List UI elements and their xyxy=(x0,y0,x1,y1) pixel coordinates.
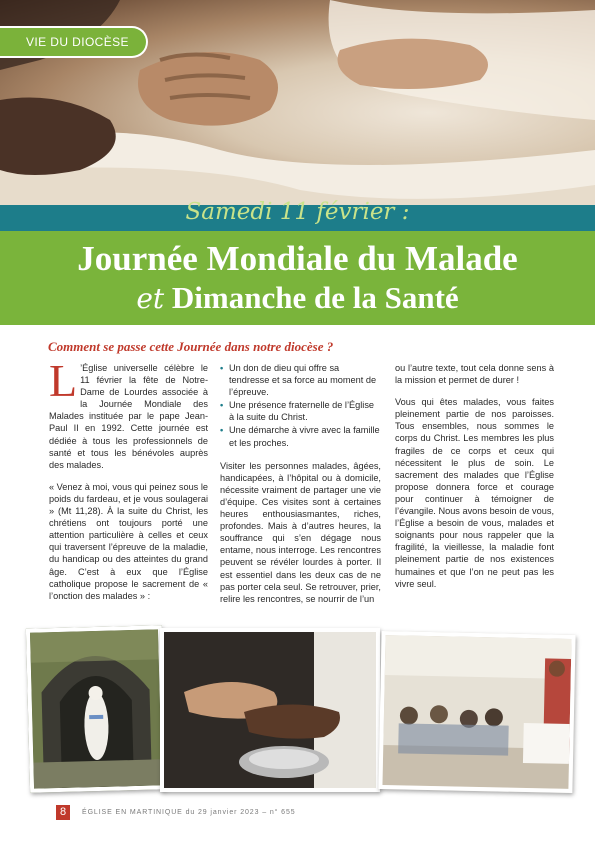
paragraph-text: ’Église universelle célèbre le 11 février la fête de Notre-Dame de Lourdes associée à la Journée Mondiale des Malades instituée par le pape Jean-Paul II en 1992. Cette journée est dédiée à tous les professionnels de santé et tous les bénévoles auprès des malades. xyxy=(49,363,208,470)
title-line-2-main: Dimanche de la Santé xyxy=(171,280,459,315)
article-column-3 xyxy=(395,362,554,600)
grotto-illustration xyxy=(30,629,162,788)
title-line-2 xyxy=(0,280,595,316)
page-number: 8 xyxy=(56,805,70,820)
paragraph: « Venez à moi, vous qui peinez sous le poids du fardeau, et je vous soulagerai » (Mt 11,28). À la suite du Christ, les chrétiens ont toujours porté une attention particulière à celles et ceux qui traversent l’épreuve de la maladie, du handicap ou des atteintes du grand âge. C’est à eux que l’Église catholique propose le sacrement de « l’onction des malades » : xyxy=(49,481,208,601)
drop-cap: L xyxy=(49,355,78,406)
photo-mass-elderly xyxy=(378,631,575,793)
photo-anointing-hands xyxy=(160,628,380,792)
mass-illustration xyxy=(382,635,571,789)
section-tag xyxy=(0,26,148,58)
article-column-1 xyxy=(49,355,208,612)
paragraph: Vous qui êtes malades, vous faites pleinement partie de nos paroisses. Tous ensembles, nous sommes le corps du Christ. Les membres les plus fragiles de ce corps et ceux qui nécessitent le plus de soin. Le sacrement des malades que l’Église propose donnera force et courage pour continuer à témoigner de l’évangile. Nous avons besoin de vous, l’Église a besoin de vous, malades et soignants pour nous rappeler que la fragilité, la vieillesse, la maladie font pleinement partie de nos existences humaines et que l’on ne peut pas les vivre seul. xyxy=(395,397,554,589)
paragraph: ou l’autre texte, tout cela donne sens à la mission et permet de durer ! xyxy=(395,363,554,386)
footer-publication: ÉGLISE EN MARTINIQUE du 29 janvier 2023 – n° 655 xyxy=(82,809,296,816)
paragraph xyxy=(49,355,208,471)
paragraph: Visiter les personnes malades, âgées, handicapées, à l’hôpital ou à domicile, nécessite vraiment de partager une vie d’équipe. Ces visites sont à certaines heures enthousiasmantes, riches, profondes. Mais à d’autres heures, la souffrance qui s’en dégage nous entame, nous interroge. Les rencontres peuvent se révéler lourdes à porter. Il est essentiel dans les deux cas de ne pas porter cela seul. Se retrouver, prier, relire les rencontres, se nourrir de l’un xyxy=(220,460,381,604)
title-connector: et xyxy=(136,282,165,315)
bullet-item: • Une démarche à vivre avec la famille et les proches. xyxy=(220,424,381,448)
section-question: Comment se passe cette Journée dans notre diocèse ? xyxy=(48,339,334,354)
photo-lourdes-statue xyxy=(26,625,166,793)
section-tag-label: VIE DU DIOCÈSE xyxy=(26,35,129,49)
subtitle: Samedi 11 février : xyxy=(185,199,410,225)
bullet-list xyxy=(220,362,381,449)
bullet-item: • Un don de dieu qui offre sa tendresse et sa force au moment de l’épreuve. xyxy=(220,362,381,398)
bullet-item: • Une présence fraternelle de l’Église à la suite du Christ. xyxy=(220,399,381,423)
article-column-2 xyxy=(220,362,381,615)
title-line-1: Journée Mondiale du Malade xyxy=(77,239,518,278)
anointing-illustration xyxy=(164,632,376,788)
